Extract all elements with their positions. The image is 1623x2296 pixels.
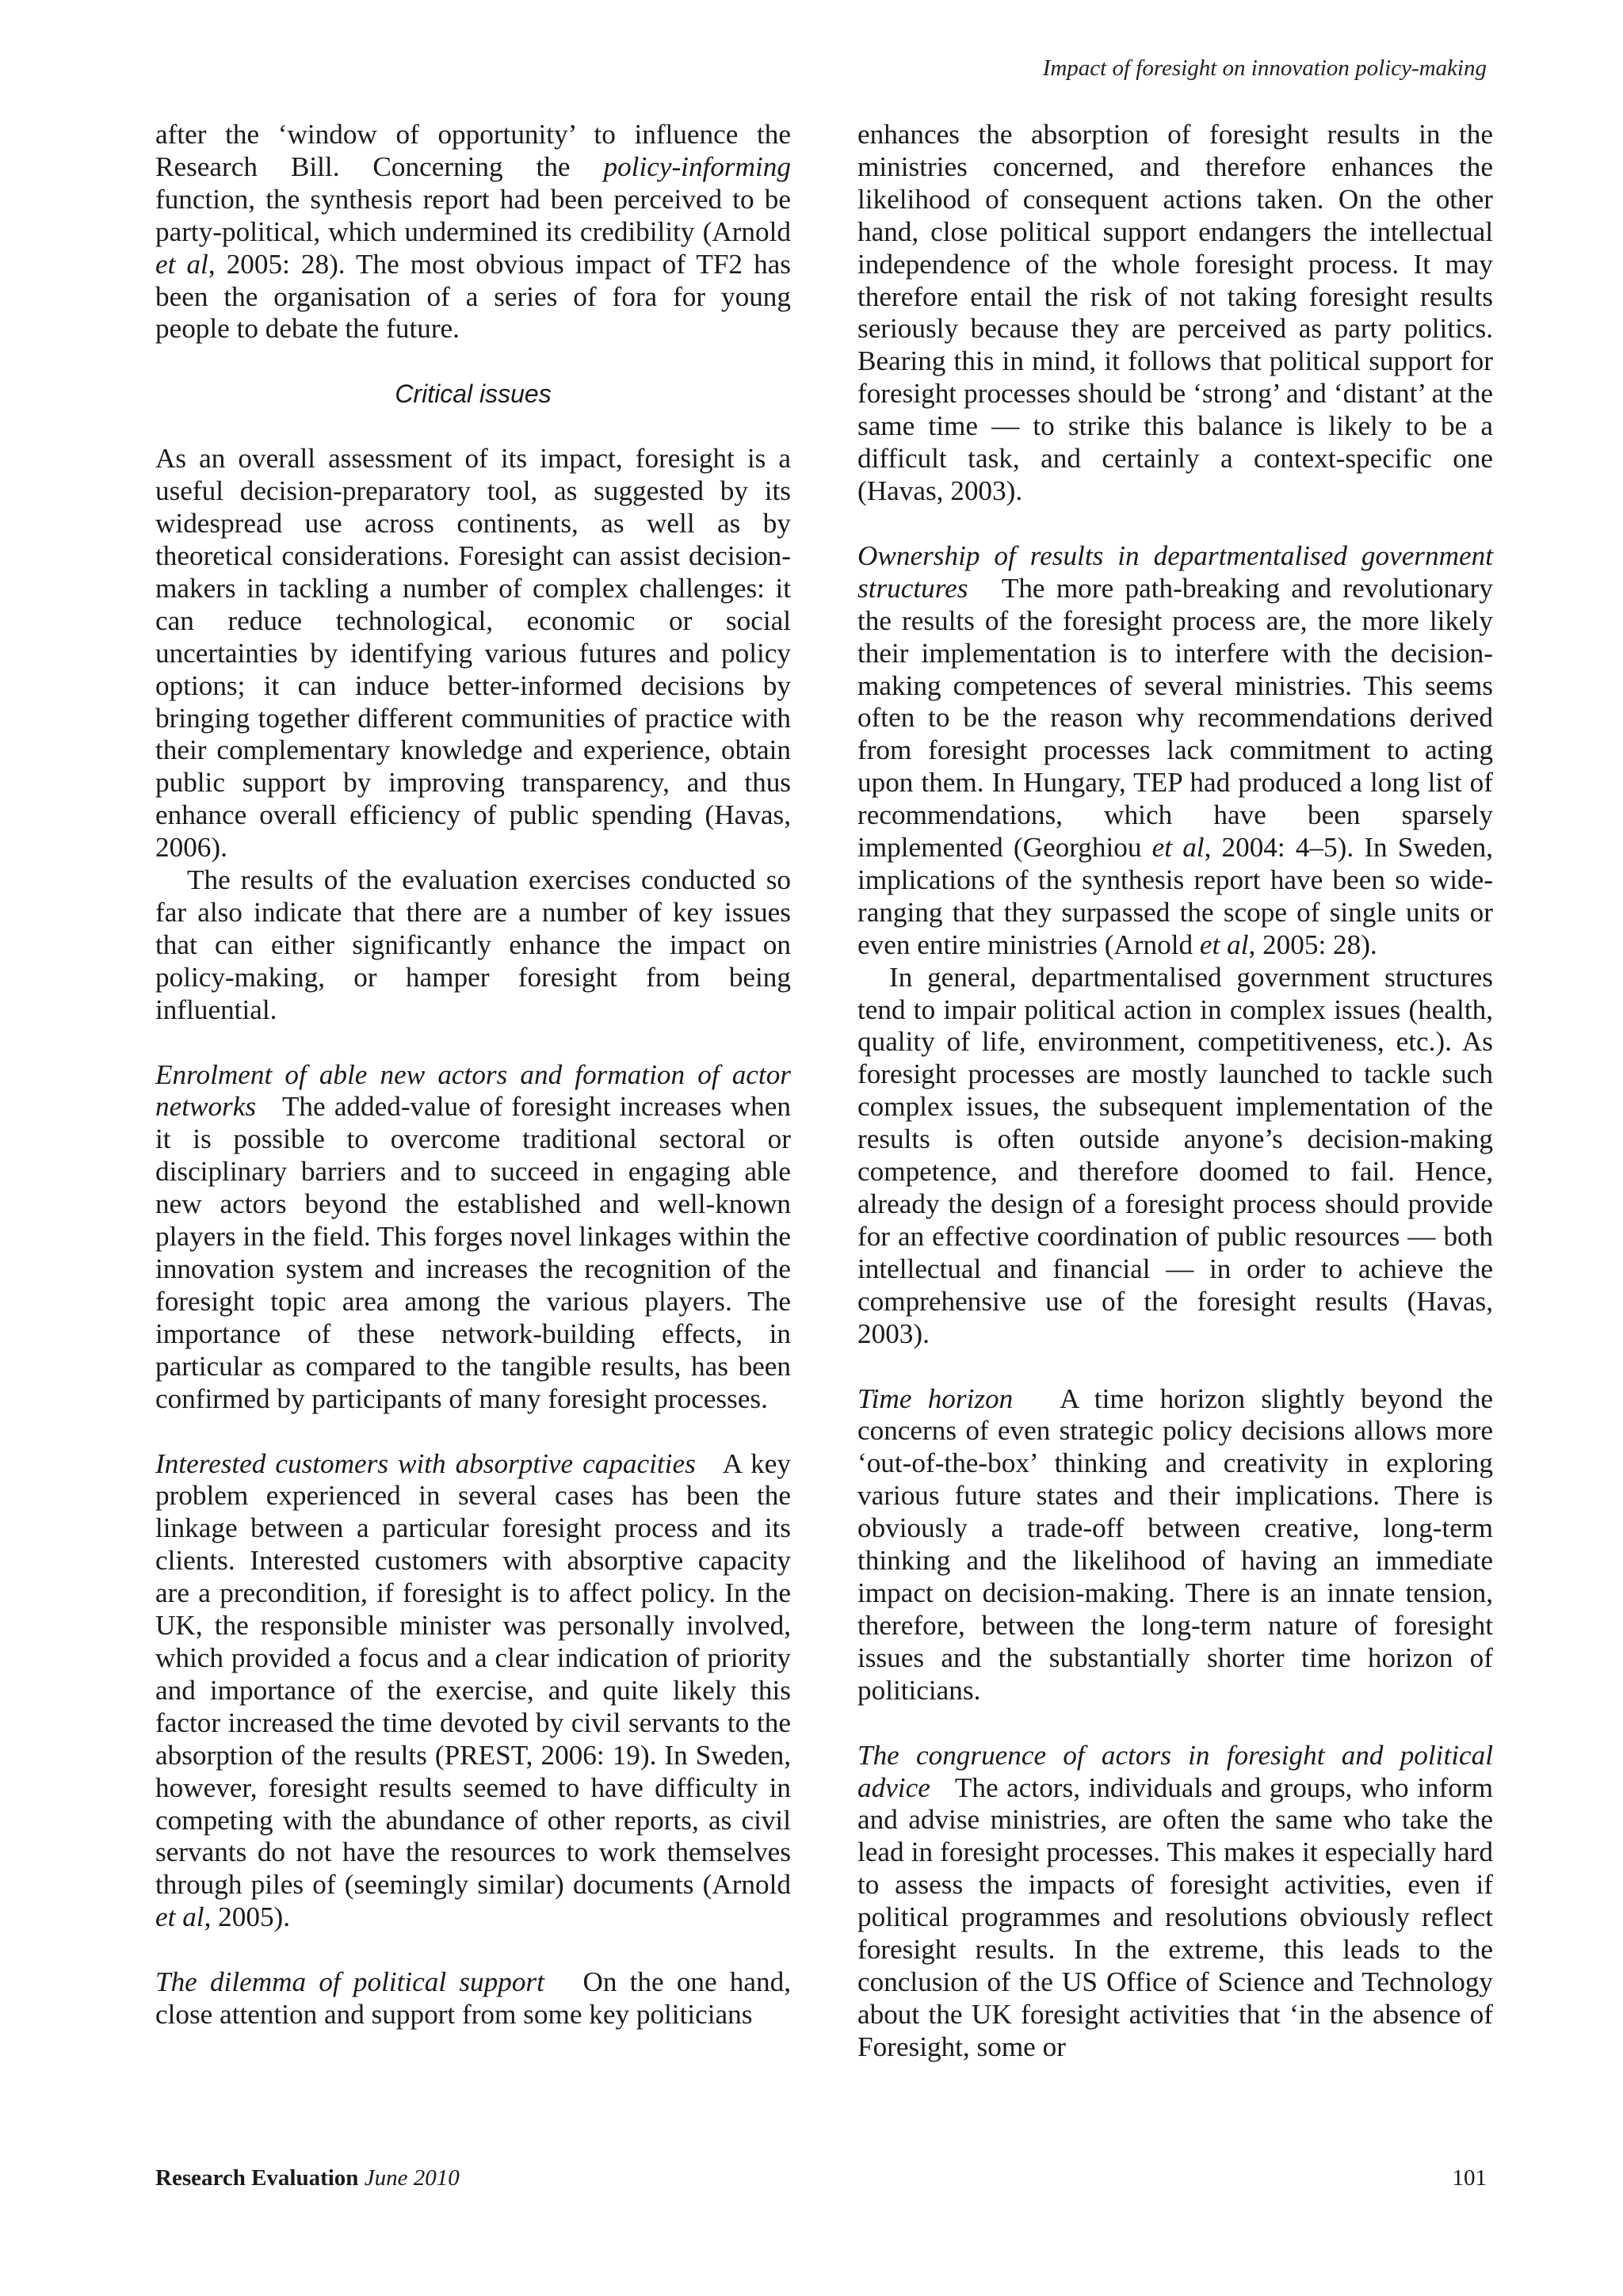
- paragraph: The results of the evaluation exercises conducted so far also indicate that there are a number of key issues that can either significantly enhance the impact on policy-making, or hamper foresight from being influential.: [155, 864, 791, 1025]
- paragraph: As an overall assessment of its impact, foresight is a useful decision-preparatory tool, as suggested by its widespread use across continents, as well as by theoretical considerations. Foresight can assist decision-makers in tackling a number of complex challenges: it can reduce technological, economic or social uncertainties by identifying various futures and policy options; it can induce better-informed decisions by bringing together different communities of practice with their complementary knowledge and experience, obtain public support by improving transparency, and thus enhance overall efficiency of public spending (Havas, 2006).: [155, 443, 791, 864]
- run-in-heading: Interested customers with absorptive capacities: [155, 1447, 696, 1479]
- paragraph: Interested customers with absorptive capacities A key problem experienced in several cases has been the linkage between a particular foresight process and its clients. Interested customers with absorptive capacity are a precondition, if foresight is to affect policy. In the UK, the responsible minister was personally involved, which provided a focus and a clear indication of priority and importance of the exercise, and quite likely this factor increased the time devoted by civil servants to the absorption of the results (PREST, 2006: 19). In Sweden, however, foresight results seemed to have difficulty in competing with the abundance of other reports, as civil servants do not have the resources to work themselves through piles of (seemingly similar) documents (Arnold et al, 2005).: [155, 1447, 791, 1933]
- run-in-heading: Enrolment of able new actors and formation of actor networks: [155, 1058, 791, 1123]
- paragraph: enhances the absorption of foresight results in the ministries concerned, and therefore enhances the likelihood of consequent actions taken. On the other hand, close political support endangers the intellectual independence of the whole foresight process. It may therefore entail the risk of not taking foresight results seriously because they are perceived as party politics. Bearing this in mind, it follows that political support for foresight processes should be ‘strong’ and ‘distant’ at the same time — to strike this balance is likely to be a difficult task, and certainly a context-specific one (Havas, 2003).: [857, 119, 1493, 506]
- paragraph: In general, departmentalised government structures tend to impair political action in complex issues (health, quality of life, environment, competitiveness, etc.). As foresight processes are mostly launched to tackle such complex issues, the subsequent implementation of the results is often outside anyone’s decision-making competence, and therefore doomed to fail. Hence, already the design of a foresight process should provide for an effective coordination of public resources — both intellectual and financial — in order to achieve the comprehensive use of the foresight results (Havas, 2003).: [857, 961, 1493, 1349]
- footer-journal: [155, 2165, 460, 2191]
- paragraph: Enrolment of able new actors and formation of actor networks The added-value of foresight increases when it is possible to overcome traditional sectoral or disciplinary barriers and to succeed in engaging able new actors beyond the established and well-known players in the field. This forges novel linkages within the innovation system and increases the recognition of the foresight topic area among the various players. The importance of these network-building effects, in particular as compared to the tangible results, has been confirmed by participants of many foresight processes.: [155, 1058, 791, 1414]
- run-in-heading: Ownership of results in departmentalised government structures: [857, 540, 1493, 604]
- paragraph: after the ‘window of opportunity’ to influence the Research Bill. Concerning the policy-informing function, the synthesis report had been perceived to be party-political, which undermined its credibility (Arnold et al, 2005: 28). The most obvious impact of TF2 has been the organisation of a series of fora for young people to debate the future.: [155, 119, 791, 345]
- page-number: 101: [1452, 2165, 1487, 2191]
- right-column: [857, 119, 1493, 2064]
- running-title: Impact of foresight on innovation policy-making: [1042, 55, 1487, 81]
- journal-name: Research Evaluation: [155, 2165, 359, 2191]
- paragraph: The dilemma of political support On the one hand, close attention and support from some key politicians: [155, 1966, 792, 2031]
- left-column: [155, 119, 791, 2031]
- section-subheading: Critical issues: [395, 379, 552, 409]
- paragraph: Time horizon A time horizon slightly beyond the concerns of even strategic policy decisions allows more ‘out-of-the-box’ thinking and creativity in exploring various future states and their implications. There is obviously a trade-off between creative, long-term thinking and the likelihood of having an immediate impact on decision-making. There is an innate tension, therefore, between the long-term nature of foresight issues and the substantially shorter time horizon of politicians.: [857, 1383, 1493, 1706]
- run-in-heading: The congruence of actors in foresight and political advice: [857, 1739, 1493, 1803]
- run-in-heading: Time horizon: [857, 1383, 1014, 1414]
- paragraph: Ownership of results in departmentalised government structures The more path-breaking and revolutionary the results of the foresight process are, the more likely their implementation is to interfere with the decision-making competences of several ministries. This seems often to be the reason why recommendations derived from foresight processes lack commitment to acting upon them. In Hungary, TEP had produced a long list of recommendations, which have been sparsely implemented (Georghiou et al, 2004: 4–5). In Sweden, implications of the synthesis report have been so wide-ranging that they surpassed the scope of single units or even entire ministries (Arnold et al, 2005: 28).: [857, 540, 1493, 960]
- paragraph: The congruence of actors in foresight and political advice The actors, individuals and groups, who inform and advise ministries, are often the same who take the lead in foresight processes. This makes it especially hard to assess the impacts of foresight activities, even if political programmes and resolutions obviously reflect foresight results. In the extreme, this leads to the conclusion of the US Office of Science and Technology about the UK foresight activities that ‘in the absence of Foresight, some or: [857, 1739, 1493, 2062]
- issue-date: June 2010: [364, 2165, 460, 2191]
- run-in-heading: The dilemma of political support: [155, 1966, 544, 1998]
